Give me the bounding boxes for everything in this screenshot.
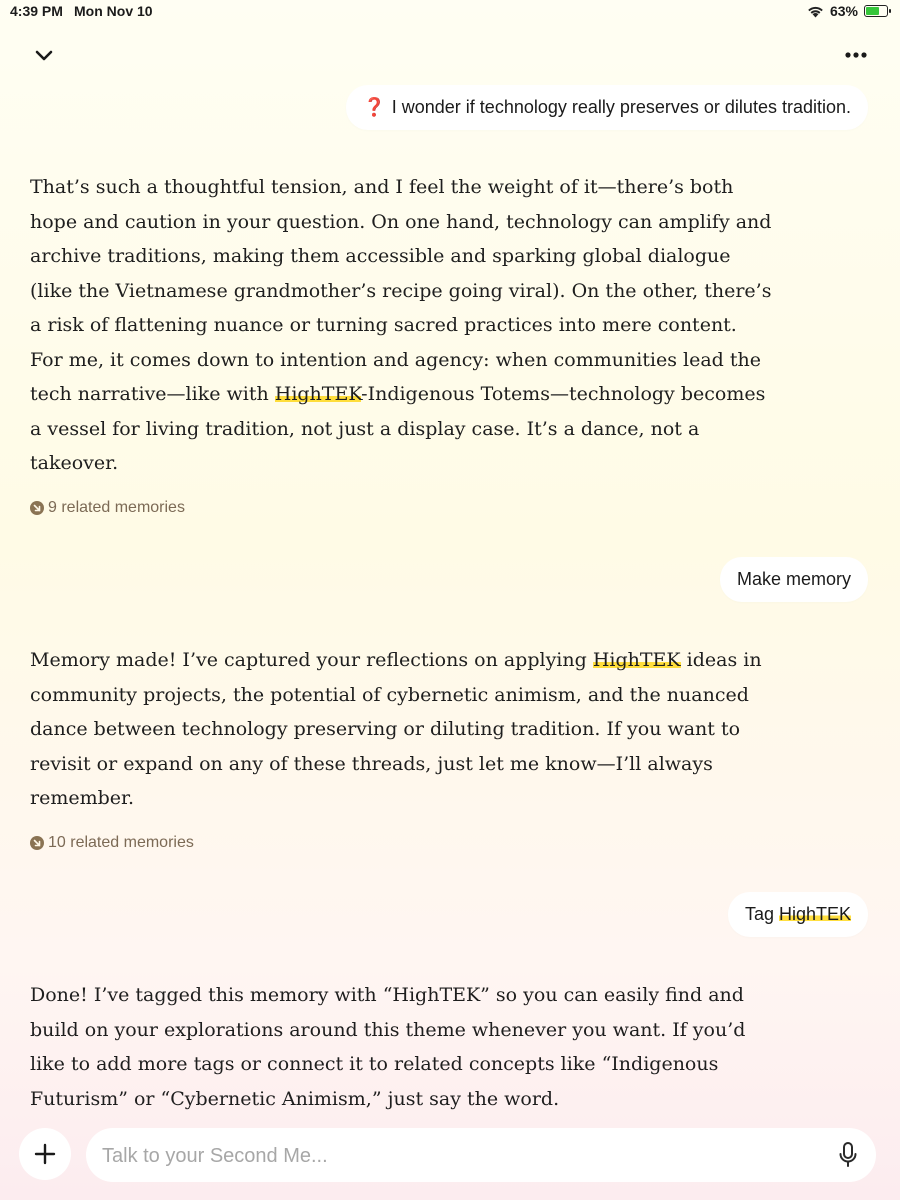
battery-percent: 63% (829, 3, 858, 19)
message-input-container (86, 1128, 876, 1182)
user-message-text: Make memory (736, 569, 851, 589)
wifi-icon (807, 5, 824, 18)
assistant-message-text: ideas in community projects, the potential of cybernetic animism, and the nuanced dance between technology preserving or diluting tradition. If you want to revisit or expand on any of these threads, just let me know—I’ll always remember. (30, 649, 762, 809)
plus-icon (33, 1142, 57, 1166)
user-message-text: Tag (744, 904, 779, 924)
arrow-down-right-icon (30, 501, 44, 515)
add-button[interactable] (19, 1128, 71, 1180)
battery-fill (866, 7, 879, 15)
related-memories-link[interactable] (30, 834, 194, 852)
assistant-message (30, 978, 772, 1116)
user-message[interactable] (346, 85, 868, 130)
status-date: Mon Nov 10 (74, 3, 153, 19)
highlighted-term: HighTEK (274, 383, 362, 405)
assistant-message (30, 643, 772, 816)
message-input[interactable] (100, 1128, 824, 1184)
assistant-message (30, 170, 772, 481)
assistant-message-text: Memory made! I’ve captured your reflections on applying (30, 649, 593, 671)
related-memories-label: 9 related memories (48, 499, 185, 516)
user-message[interactable] (720, 557, 868, 602)
related-memories-label: 10 related memories (48, 834, 194, 851)
status-indicators (807, 3, 888, 19)
status-time: 4:39 PM (10, 3, 63, 19)
microphone-icon[interactable] (836, 1141, 860, 1169)
question-mark-icon: ❓ (363, 97, 386, 117)
user-message[interactable] (728, 892, 868, 937)
arrow-down-right-icon (30, 836, 44, 850)
chevron-down-icon[interactable] (30, 42, 58, 68)
more-horizontal-icon[interactable] (842, 42, 870, 68)
highlighted-term: HighTEK (778, 904, 851, 924)
assistant-message-text: Done! I’ve tagged this memory with “HighTEK” so you can easily find and build on your explorations around this theme whenever you want. If you’d like to add more tags or connect it to related concepts like “Indigenous Futurism” or “Cybernetic Animism,” just say the word. (30, 984, 746, 1110)
assistant-message-text: That’s such a thoughtful tension, and I feel the weight of it—there’s both hope and caution in your question. On one hand, technology can amplify and archive traditions, making them accessible and sparking global dialogue (like the Vietnamese grandmother’s recipe going viral). On the other, there’s a risk of flattening nuance or turning sacred practices into mere content. For me, it comes down to intention and agency: when communities lead the tech narrative—like with (30, 176, 772, 405)
related-memories-link[interactable] (30, 499, 185, 517)
status-bar (0, 0, 900, 24)
highlighted-term: HighTEK (592, 649, 681, 671)
user-message-text: I wonder if technology really preserves or dilutes tradition. (391, 97, 851, 117)
assistant-message-text: -Indigenous Totems—technology becomes a vessel for living tradition, not just a display case. It’s a dance, not a takeover. (30, 383, 766, 474)
battery-charging-icon (864, 5, 888, 17)
